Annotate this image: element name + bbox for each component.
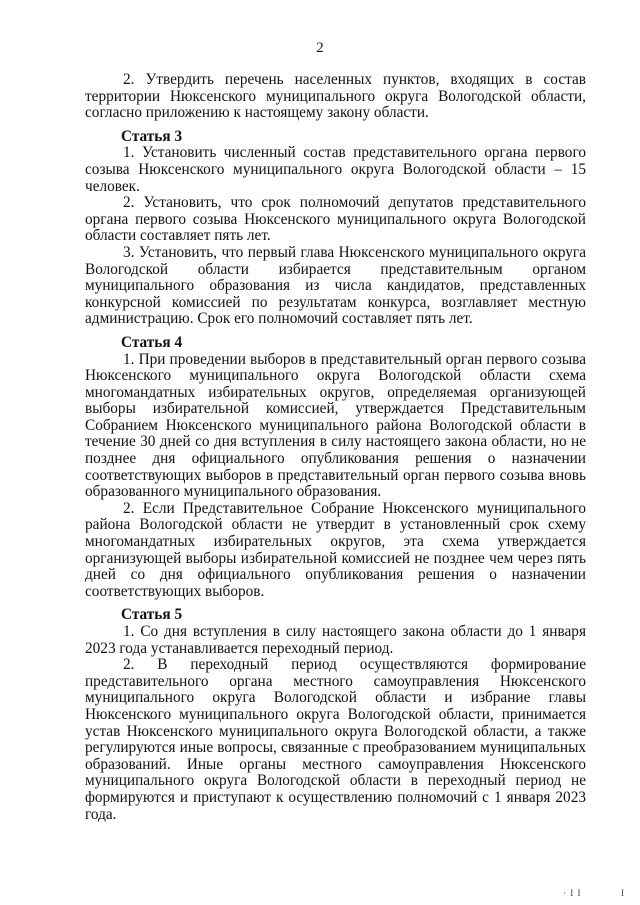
article3-clause3: 3. Установить, что первый глава Нюксенского муниципального округа Вологодской области избирается представительным органом муниципального образования из числа кандидатов, представленных конкурсной комиссией по результатам конкурса, возглавляет местную администрацию. Срок его полномочий составляет пять лет.	[85, 243, 586, 328]
document-body	[85, 72, 586, 823]
article-5-heading: Статья 5	[121, 606, 183, 624]
page-number: 2	[316, 40, 324, 56]
article4-clause1: 1. При проведении выборов в представительный орган первого созыва Нюксенского муниципального округа Вологодской области схема многомандатных избирательных округов, определяемая организующей выборы избирательной комиссией, утверждается Представительным Собранием Нюксенского муниципального района Вологодской области в течение 30 дней со дня вступления в силу настоящего закона области, но не позднее дня официального опубликования решения о назначении соответствующих выборов в представительный орган первого созыва вновь образованного муниципального образования.	[85, 350, 586, 501]
article5-clause2: 2. В переходный период осуществляются формирование представительного органа местного самоуправления Нюксенского муниципального округа Вологодской области и избрание главы Нюксенского муниципального округа Вологодской области, принимается устав Нюксенского муниципального округа Вологодской области, а также регулируются иные вопросы, связанные с преобразованием муниципальных образований. Иные органы местного самоуправления Нюксенского муниципального округа Вологодской области в переходный период не формируются и приступают к осуществлению полномочий с 1 января 2023 года.	[85, 656, 586, 823]
article5-clause1: 1. Со дня вступления в силу настоящего закона области до 1 января 2023 года устанавливается переходный период.	[85, 623, 586, 657]
footer-scan-mark-right: I	[621, 888, 624, 898]
article-3-heading: Статья 3	[121, 127, 183, 145]
article-4-heading: Статья 4	[121, 333, 183, 351]
article3-clause1: 1. Установить численный состав представительного органа первого созыва Нюксенского муниципального округа Вологодской области – 15 человек.	[85, 144, 586, 195]
article2-clause2: 2. Утвердить перечень населенных пунктов, входящих в состав территории Нюксенского муниципального округа Вологодской области, согласно приложению к настоящему закону области.	[85, 71, 586, 122]
article3-clause2: 2. Установить, что срок полномочий депутатов представительного органа первого созыва Нюксенского муниципального округа Вологодской области составляет пять лет.	[85, 194, 586, 245]
article4-clause2: 2. Если Представительное Собрание Нюксенского муниципального района Вологодской области не утвердит в установленный срок схему многомандатных избирательных округов, эта схема утверждается организующей выборы избирательной комиссией не позднее чем через пять дней со дня официального опубликования решения о назначении соответствующих выборов.	[85, 499, 586, 600]
footer-scan-mark: · I I	[563, 888, 582, 898]
